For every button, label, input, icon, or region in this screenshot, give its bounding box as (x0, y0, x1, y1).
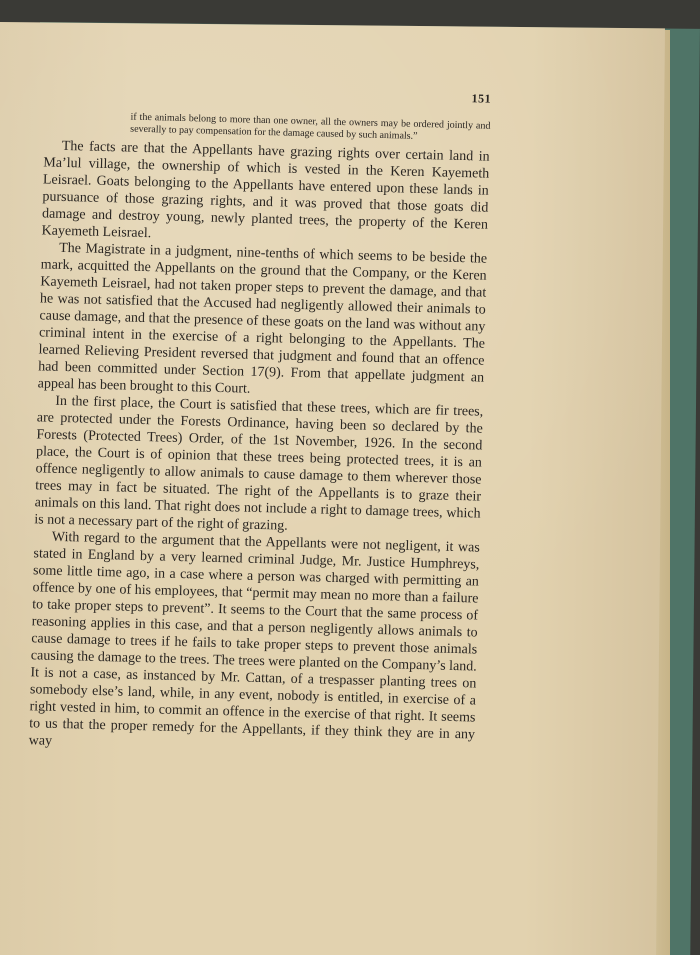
book-page (0, 22, 665, 955)
paragraph-facts: The facts are that the Appellants have grazing rights over certain land in Ma’lul village, the ownership of which is vested in the Keren Kayemeth Leisrael. Goats belonging to the Appellants have entered upon these lands in pursuance of those grazing rights, and it was proved that those goats did damage and destroy young, newly planted trees, the property of the Keren Kayemeth Leisrael. (41, 138, 490, 242)
paragraph-negligence: With regard to the argument that the Appellants were not negligent, it was stated in England by a very learned criminal Judge, Mr. Justice Humphreys, some little time ago, in a case where a person was charged with permitting an offence by one of his employees, that “permit may mean no more than a failure to take proper steps to prevent”. It seems to the Court that the same process of reasoning applies in this case, and that a person negligently allows animals to cause damage to trees if he fails to take proper steps to prevent those animals causing the damage to the trees. The trees were planted on the Company’s land. It is not a case, as instanced by Mr. Cattan, of a trespasser planting trees on somebody else’s land, while, in any event, nobody is entitled, in exercise of a right vested in him, to commit an offence in the exercise of that right. It seems to us that the proper remedy for the Appellants, if they think they are in any way (28, 529, 480, 749)
quoted-passage: if the animals belong to more than one owner, all the owners may be ordered jointly and severally to pay compensation for the damage caused by such animals.” (130, 111, 491, 142)
paragraph-first-place: In the first place, the Court is satisfied that these trees, which are fir trees, are protected under the Forests Ordinance, having been so declared by the Forests (Protected Trees) Order, of the 1st November, 1926. In the second place, the Court is of opinion that these trees being protected trees, it is an offence negligently to allow animals to cause damage to them wherever those trees may in fact be situated. The right of the Appellants is to graze their animals on this land. That right does not include a right to damage trees, which is not a necessary part of the right of grazing. (34, 393, 484, 534)
paragraph-magistrate: The Magistrate in a judgment, nine-tenths of which seems to be beside the mark, acquitted the Appellants on the ground that the Company, or the Keren Kayemeth Leisrael, had not taken proper steps to prevent the damage, and that he was not satisfied that the Accused had negligently allowed their animals to cause damage, and that the presence of these goats on the land was without any criminal intent in the exercise of a right belonging to the Appellants. The learned Relieving President reversed that judgment and found that an offence had been committed under Section 17(9). From that appellate judgment an appeal has been brought to this Court. (37, 240, 488, 397)
page-number: 151 (471, 91, 492, 106)
page-text-block (29, 80, 492, 760)
